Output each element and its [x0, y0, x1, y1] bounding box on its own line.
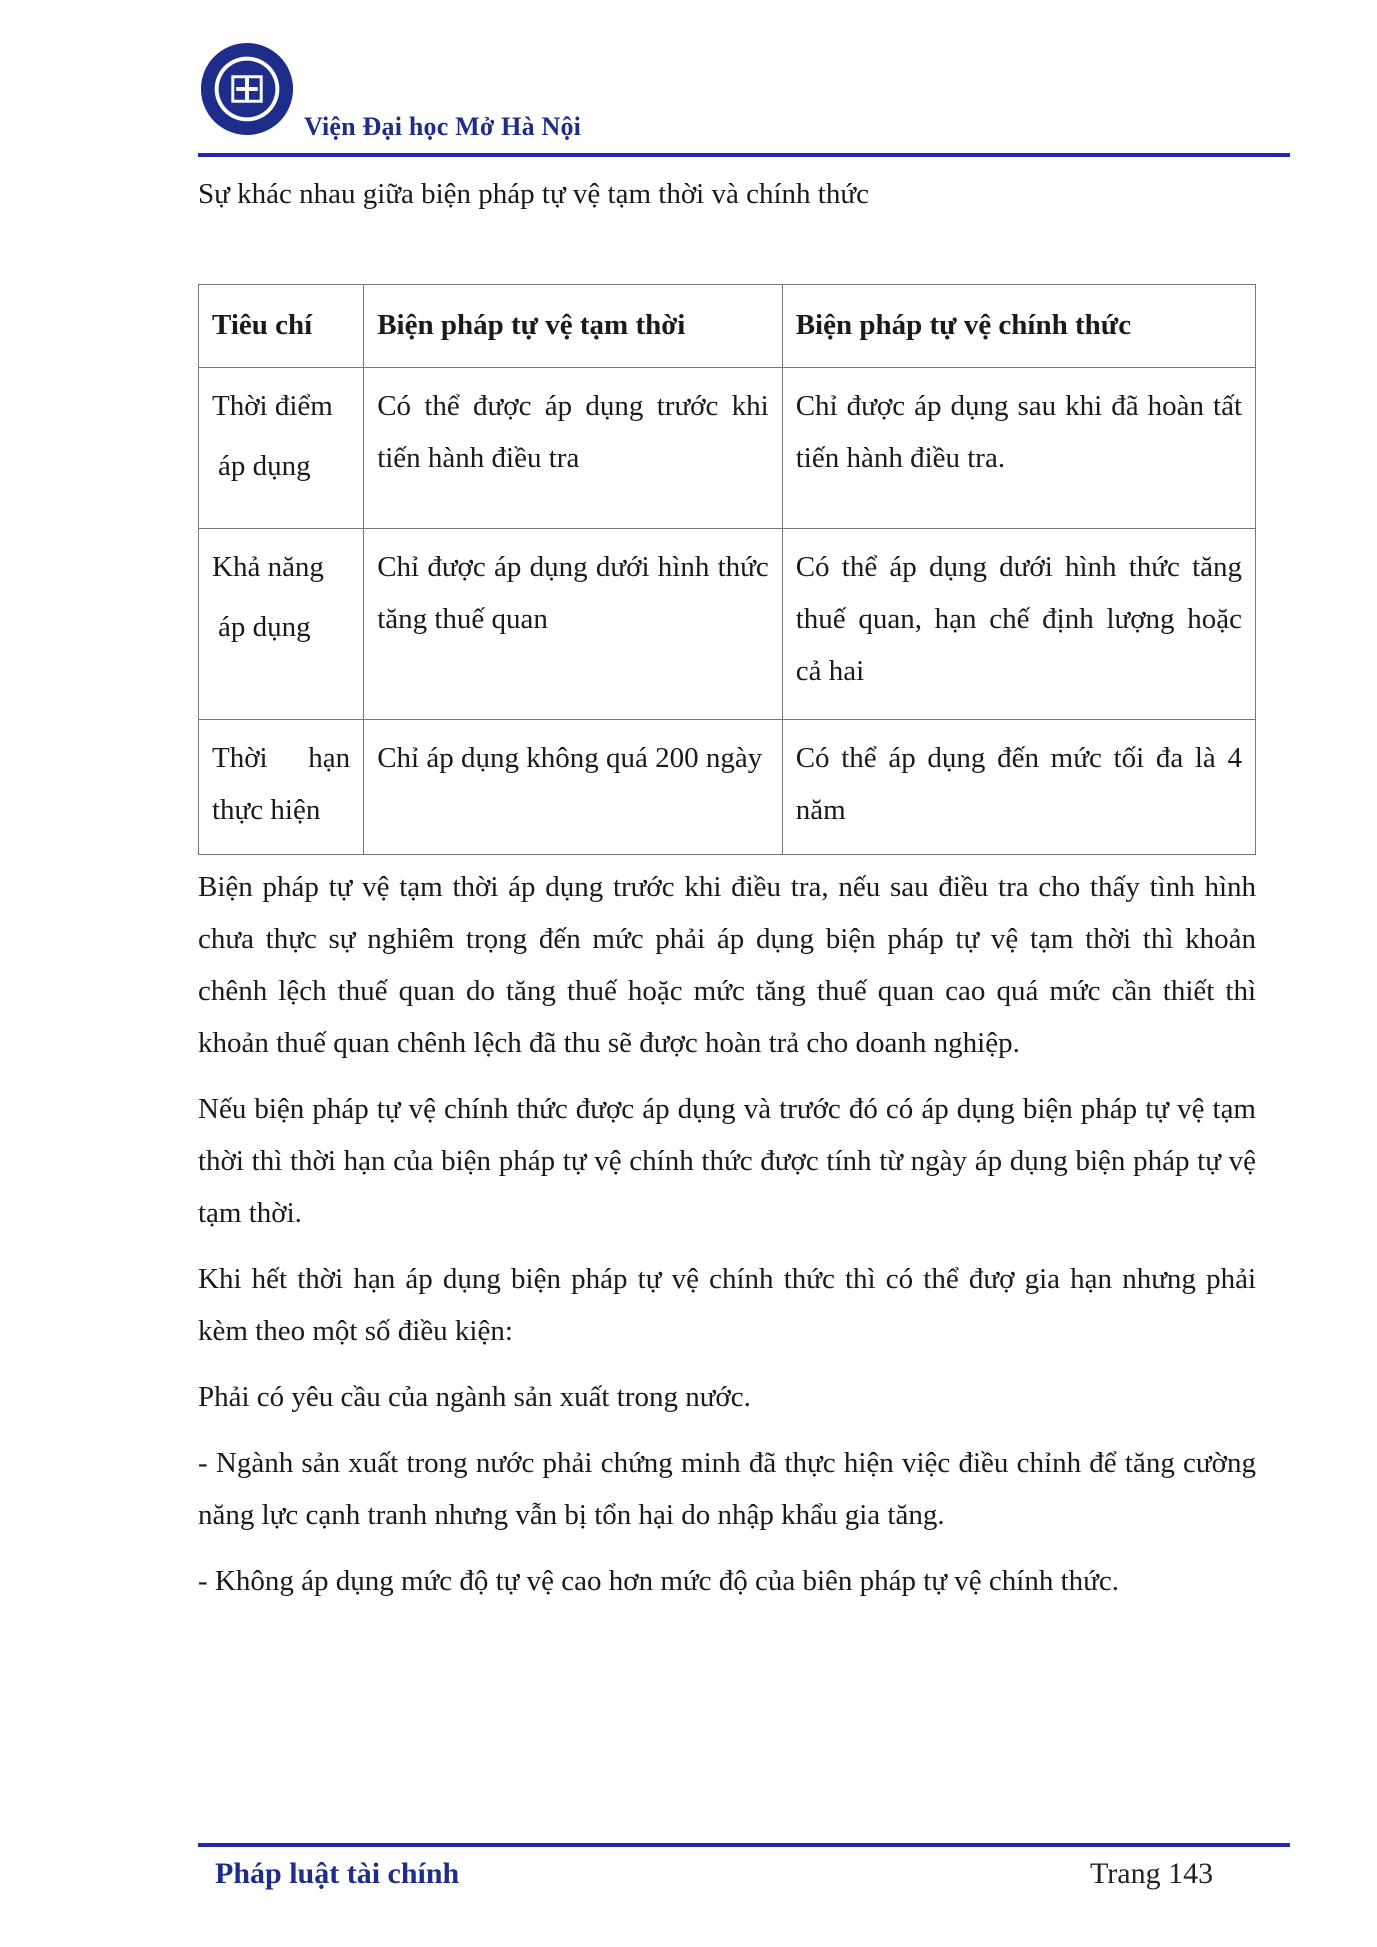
paragraph: Nếu biện pháp tự vệ chính thức được áp dụng và trước đó có áp dụng biện pháp tự vệ tạm thời thì thời hạn của biện pháp tự vệ chính thức được tính từ ngày áp dụng biện pháp tự vệ tạm thời.: [198, 1093, 1256, 1229]
footer-divider: [198, 1843, 1290, 1847]
criterion-cell: [199, 529, 364, 720]
criterion-cell: Thời hạn thực hiện: [199, 720, 364, 855]
temporary-cell: Có thể được áp dụng trước khi tiến hành điều tra: [364, 368, 783, 529]
paragraph: Khi hết thời hạn áp dụng biện pháp tự vệ chính thức thì có thể đượ gia hạn nhưng phải kèm theo một số điều kiện:: [198, 1263, 1256, 1347]
page-body: [198, 168, 1256, 1621]
footer-title: Pháp luật tài chính: [215, 1857, 460, 1890]
official-cell: Có thể áp dụng dưới hình thức tăng thuế quan, hạn chế định lượng hoặc cả hai: [782, 529, 1255, 720]
university-logo: [198, 40, 296, 138]
criterion-label: Khả năng: [212, 551, 324, 583]
official-cell: Chỉ được áp dụng sau khi đã hoàn tất tiến hành điều tra.: [782, 368, 1255, 529]
official-cell: Có thể áp dụng đến mức tối đa là 4 năm: [782, 720, 1255, 855]
table-row: [199, 368, 1256, 529]
temporary-cell: Chỉ được áp dụng dưới hình thức tăng thuế quan: [364, 529, 783, 720]
criterion-label: áp dụng: [218, 450, 311, 482]
header-divider: [198, 153, 1290, 157]
intro-line: Sự khác nhau giữa biện pháp tự vệ tạm thời và chính thức: [198, 178, 869, 210]
table-row: [199, 529, 1256, 720]
paragraph: Biện pháp tự vệ tạm thời áp dụng trước khi điều tra, nếu sau điều tra cho thấy tình hình chưa thực sự nghiêm trọng đến mức phải áp dụng biện pháp tự vệ tạm thời thì khoản chênh lệch thuế quan do tăng thuế hoặc mức tăng thuế quan cao quá mức cần thiết thì khoản thuế quan chênh lệch đã thu sẽ được hoàn trả cho doanh nghiệp.: [198, 871, 1256, 1059]
page-header: [198, 40, 1290, 160]
comparison-table: [198, 284, 1256, 855]
paragraph: Phải có yêu cầu của ngành sản xuất trong nước.: [198, 1381, 751, 1413]
table-header-row: [199, 285, 1256, 368]
criterion-label: áp dụng: [218, 611, 311, 643]
paragraph: - Ngành sản xuất trong nước phải chứng minh đã thực hiện việc điều chỉnh để tăng cường năng lực cạnh tranh nhưng vẫn bị tổn hại do nhập khẩu gia tăng.: [198, 1447, 1256, 1531]
table-row: [199, 720, 1256, 855]
institution-name: Viện Đại học Mở Hà Nội: [304, 112, 582, 141]
header-criterion: Tiêu chí: [199, 285, 364, 368]
header-official: Biện pháp tự vệ chính thức: [782, 285, 1255, 368]
paragraph: - Không áp dụng mức độ tự vệ cao hơn mức độ của biên pháp tự vệ chính thức.: [198, 1565, 1120, 1597]
header-temporary: Biện pháp tự vệ tạm thời: [364, 285, 783, 368]
page-number: Trang 143: [1090, 1857, 1214, 1890]
criterion-label: Thời điểm: [212, 390, 333, 422]
temporary-cell: Chỉ áp dụng không quá 200 ngày: [364, 720, 783, 855]
criterion-cell: [199, 368, 364, 529]
